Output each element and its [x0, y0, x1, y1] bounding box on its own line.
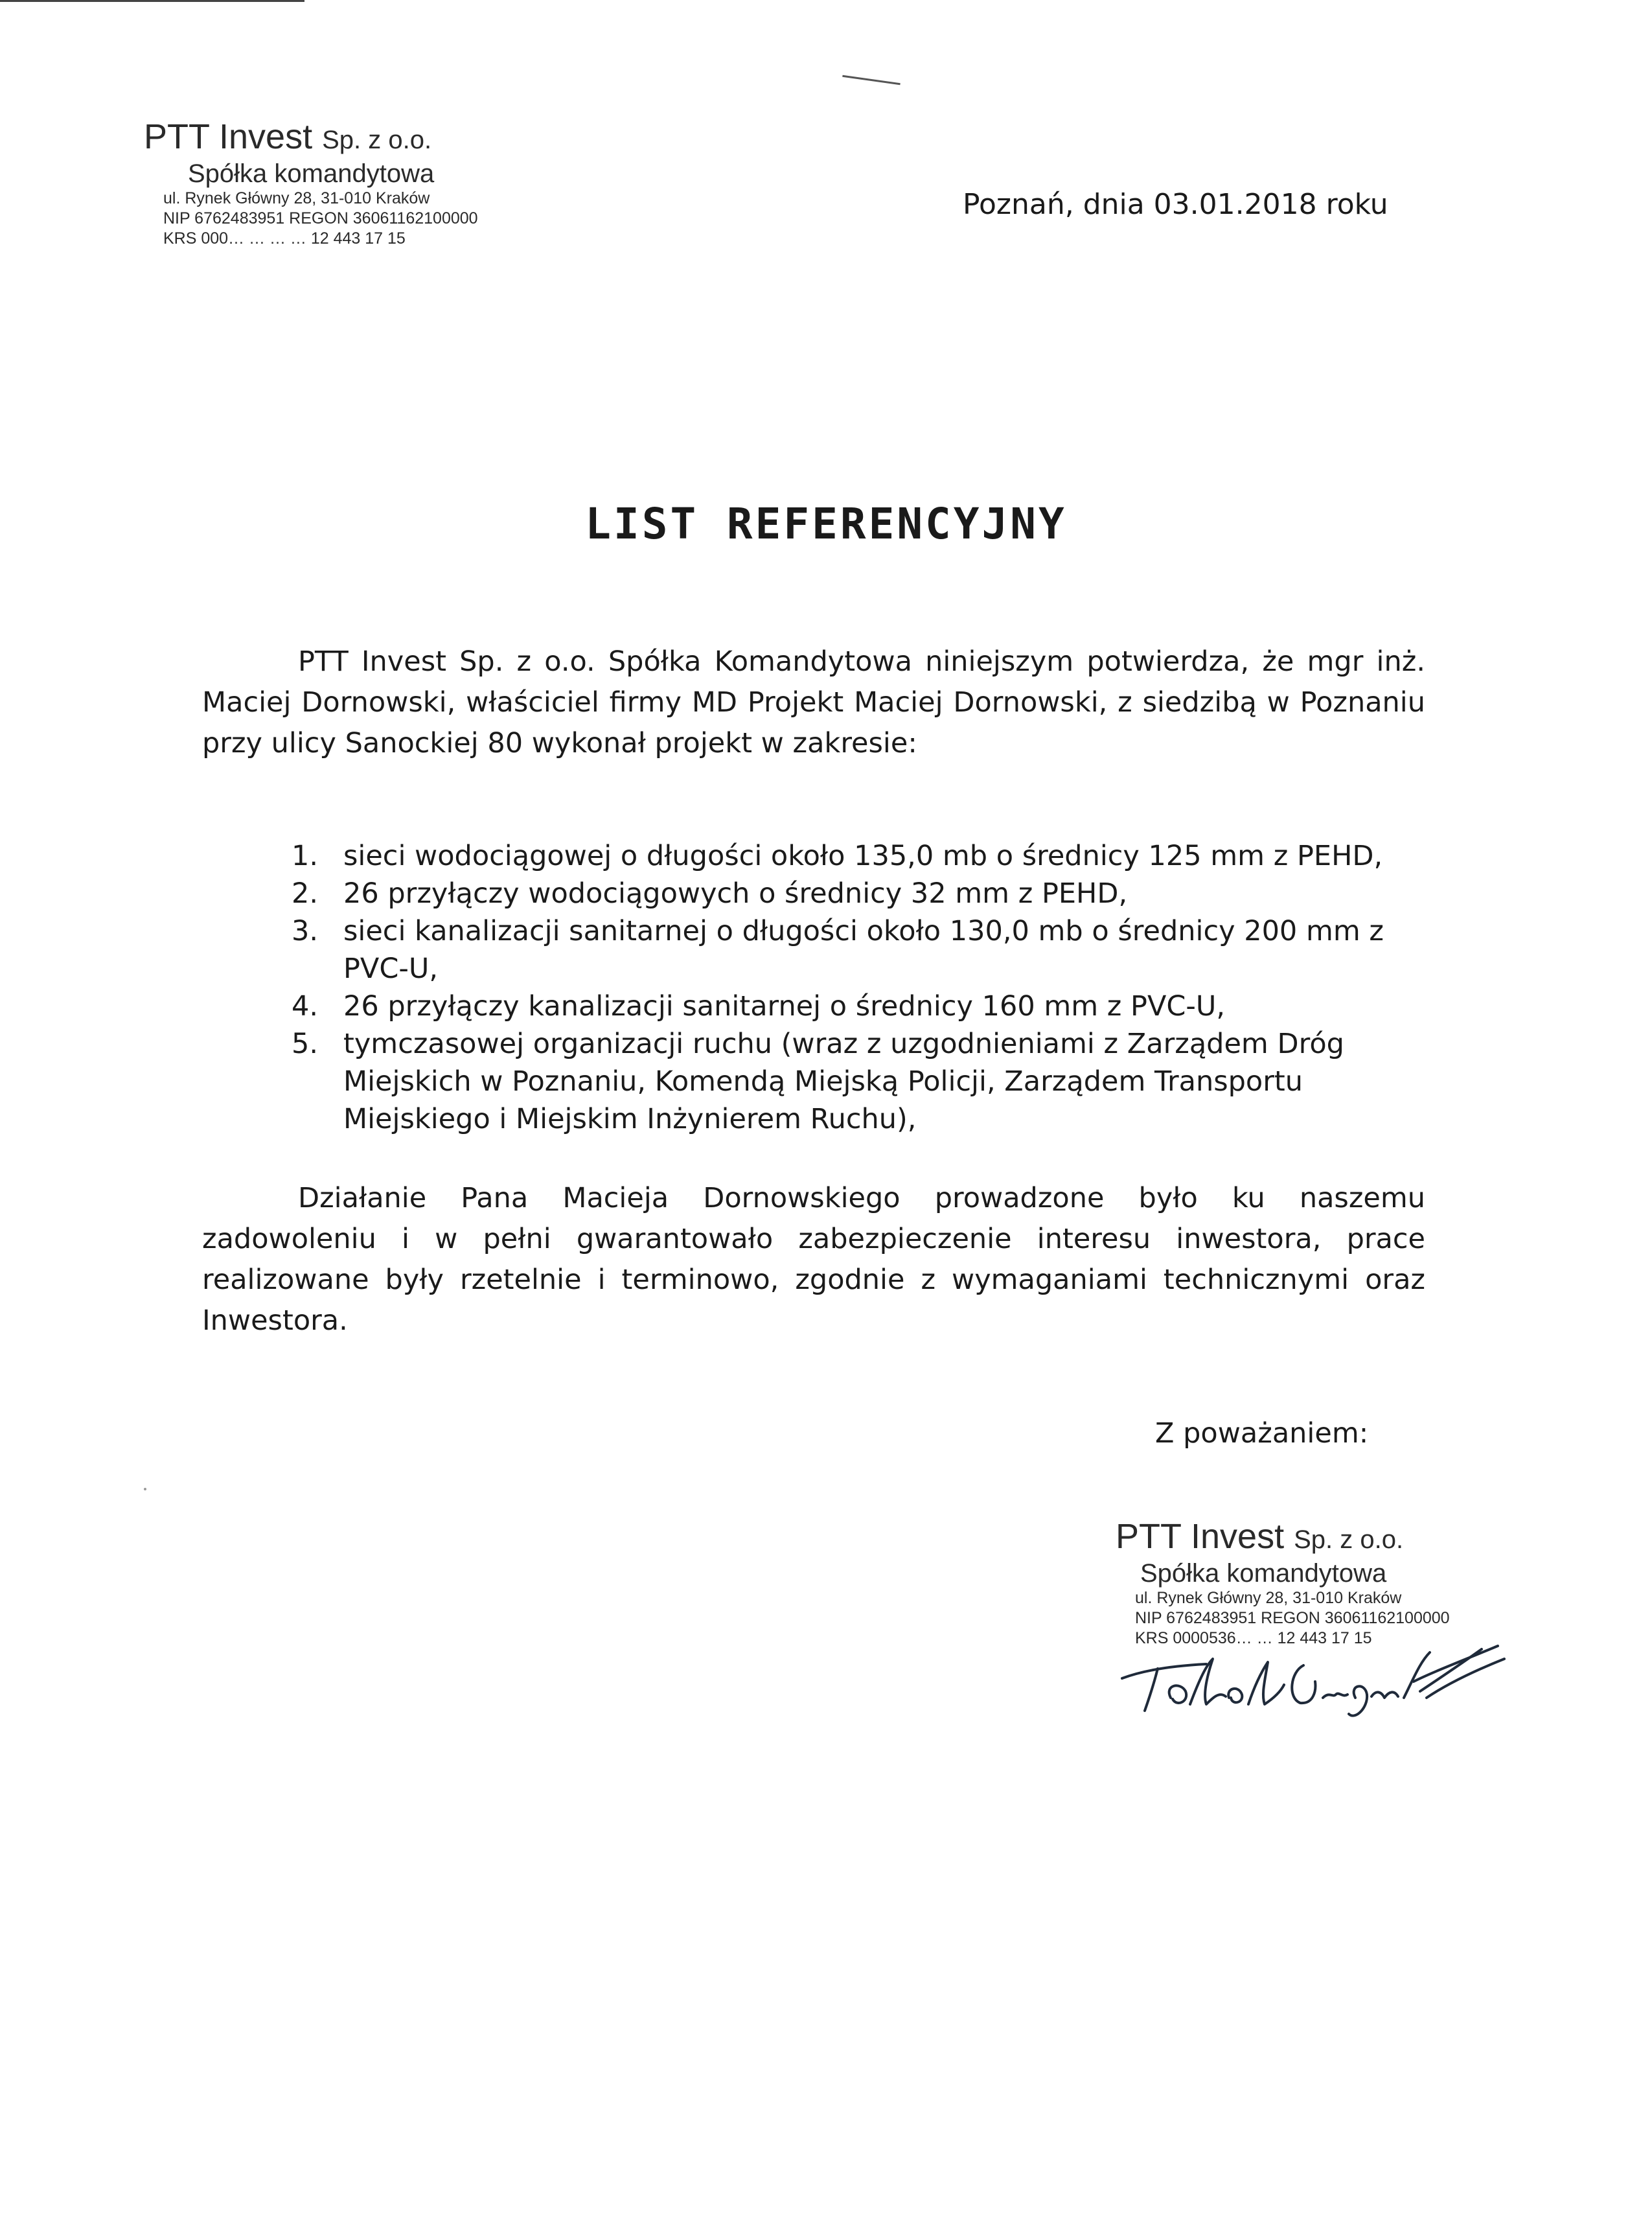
stamp-krs: KRS 0000536… … 12 443 17 15 [1135, 1629, 1372, 1647]
stamp-name-suffix: Sp. z o.o. [1294, 1525, 1404, 1554]
stamp-ids: NIP 6762483951 REGON 36061162100000 [163, 209, 478, 227]
stamp-name-suffix: Sp. z o.o. [322, 126, 432, 154]
assessment-paragraph [202, 1178, 1425, 1341]
stamp-address: ul. Rynek Główny 28, 31-010 Kraków [1135, 1589, 1402, 1607]
list-item [292, 837, 1445, 875]
assessment-paragraph-text: Działanie Pana Macieja Dornowskiego prowadzone było ku naszemu zadowoleniu i w pełni gwarantowało zabezpieczenie interesu inwestora, prace realizowane były rzetelnie i terminowo, zgodnie z wymaganiami technicznymi oraz Inwestora. [202, 1182, 1425, 1337]
letter-title: LIST REFERENCYJNY [585, 499, 1067, 549]
list-item-number: 4. [292, 990, 319, 1023]
stamp-krs: KRS 000… … … … 12 443 17 15 [163, 229, 406, 248]
handwritten-signature [1109, 1601, 1511, 1724]
stamp-company-type: Spółka komandytowa [1140, 1559, 1387, 1588]
stamp-name-main: PTT Invest [1116, 1517, 1285, 1556]
list-item-text: 26 przyłączy wodociągowych o średnicy 32 mm z PEHD, [343, 877, 1128, 910]
scan-mark [842, 75, 901, 85]
scope-list [292, 837, 1445, 1138]
list-item [292, 1025, 1445, 1138]
stamp-ids: NIP 6762483951 REGON 36061162100000 [1135, 1609, 1450, 1627]
list-item [292, 875, 1445, 912]
scan-dot [144, 1488, 146, 1490]
list-item-number: 2. [292, 877, 319, 910]
intro-paragraph-text: PTT Invest Sp. z o.o. Spółka Komandytowa niniejszym potwierdza, że mgr inż. Maciej Dornowski, właściciel firmy MD Projekt Maciej Dornowski, z siedzibą w Poznaniu przy ulicy Sanockiej 80 wykonał projekt w zakresie: [202, 645, 1425, 759]
list-item-text: sieci wodociągowej o długości około 135,0 mb o średnicy 125 mm z PEHD, [343, 840, 1383, 872]
stamp-company-name [1116, 1516, 1450, 1557]
list-item-number: 1. [292, 840, 319, 872]
list-item-number: 5. [292, 1028, 319, 1060]
list-item-text: tymczasowej organizacji ruchu (wraz z uzgodnieniami z Zarządem Dróg Miejskich w Poznaniu, Komendą Miejską Policji, Zarządem Transportu Miejskiego i Miejskim Inżynierem Ruchu), [343, 1028, 1344, 1135]
list-item-text: sieci kanalizacji sanitarnej o długości około 130,0 mb o średnicy 200 mm z PVC-U, [343, 915, 1384, 985]
list-item [292, 912, 1445, 988]
letter-date: Poznań, dnia 03.01.2018 roku [963, 188, 1388, 221]
intro-paragraph [202, 642, 1425, 764]
list-item [292, 988, 1445, 1025]
list-item-number: 3. [292, 915, 319, 947]
scan-edge-line [0, 0, 304, 2]
stamp-address: ul. Rynek Główny 28, 31-010 Kraków [163, 189, 430, 207]
company-stamp-header [144, 117, 478, 249]
list-item-text: 26 przyłączy kanalizacji sanitarnej o średnicy 160 mm z PVC-U, [343, 990, 1226, 1023]
stamp-company-type: Spółka komandytowa [188, 159, 435, 188]
stamp-company-name [144, 117, 478, 157]
closing-phrase: Z poważaniem: [1155, 1417, 1369, 1450]
stamp-name-main: PTT Invest [144, 117, 313, 156]
